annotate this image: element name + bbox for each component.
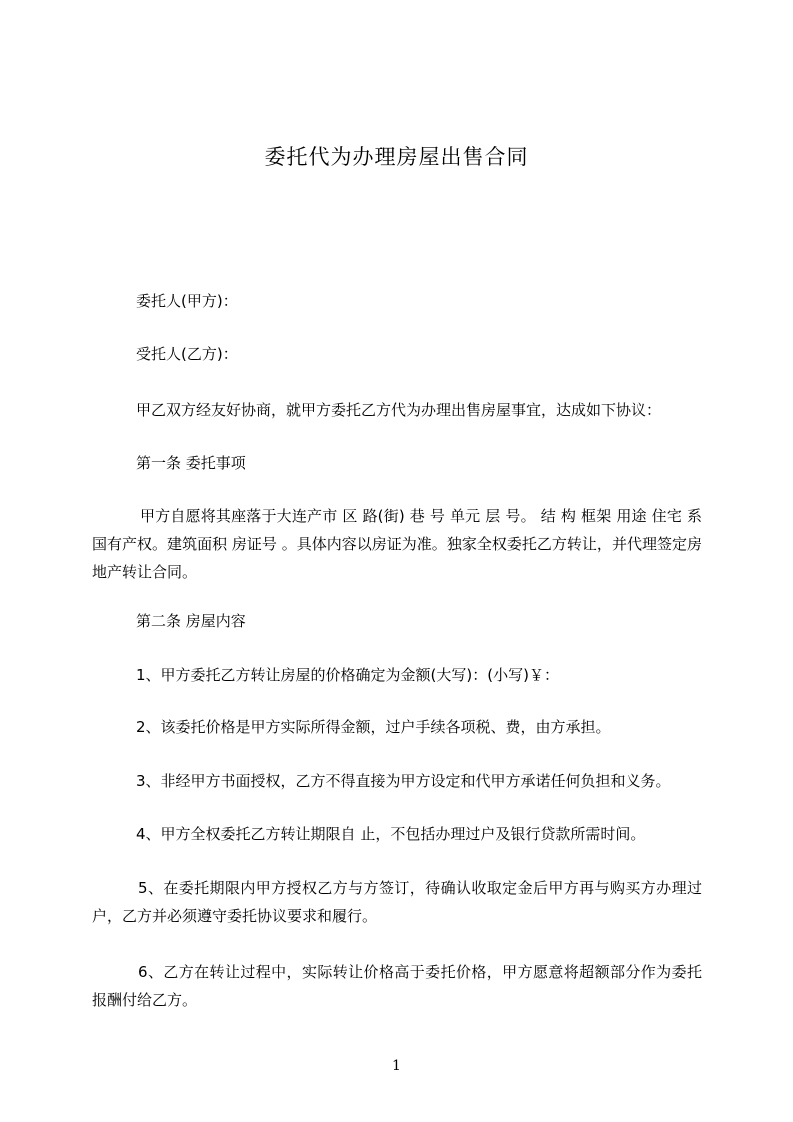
article2-item-5: 5、在委托期限内甲方授权乙方与方签订，待确认收取定金后甲方再与购买方办理过户，乙方并必须遵守委托协议要求和履行。 (92, 879, 702, 925)
agent-line: 受托人(乙方)： (136, 345, 238, 363)
article1-body: 甲方自愿将其座落于大连产市 区 路(街) 巷 号 单元 层 号。 结 构 框架 用途 住宅 系国有产权。建筑面积 房证号 。具体内容以房证为准。独家全权委托乙方转让，并代理签定房地产转让合同。 (92, 507, 702, 581)
article2-item-6: 6、乙方在转让过程中，实际转让价格高于委托价格，甲方愿意将超额部分作为委托报酬付给乙方。 (92, 963, 702, 1009)
principal-line: 委托人(甲方)： (136, 292, 238, 310)
article1-heading: 第一条 委托事项 (136, 454, 246, 472)
article2-item-1: 1、甲方委托乙方转让房屋的价格确定为金额(大写)：(小写)￥： (136, 666, 559, 684)
article2-heading: 第二条 房屋内容 (136, 612, 246, 630)
preamble: 甲乙双方经友好协商，就甲方委托乙方代为办理出售房屋事宜，达成如下协议： (136, 401, 662, 419)
page-number: 1 (392, 1058, 401, 1074)
article2-item-4: 4、甲方全权委托乙方转让期限自 止，不包括办理过户及银行贷款所需时间。 (136, 825, 646, 843)
document-title: 委托代为办理房屋出售合同 (264, 145, 529, 169)
article2-item-3: 3、非经甲方书面授权，乙方不得直接为甲方设定和代甲方承诺任何负担和义务。 (136, 772, 671, 790)
article2-item-2: 2、该委托价格是甲方实际所得金额，过户手续各项税、费，由方承担。 (136, 718, 611, 736)
